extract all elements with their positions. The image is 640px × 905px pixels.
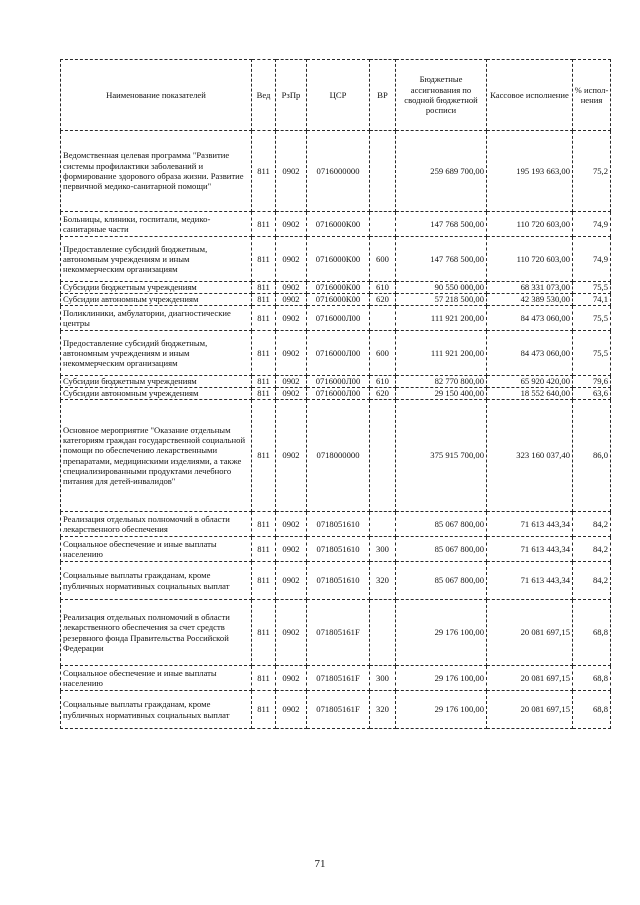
cell-csr: 0718051610 <box>307 512 370 537</box>
cell-cash: 68 331 073,00 <box>487 282 573 294</box>
cell-ved: 811 <box>252 376 276 388</box>
cell-vr: 300 <box>370 666 396 691</box>
cell-ved: 811 <box>252 562 276 600</box>
cell-cash: 42 389 530,00 <box>487 294 573 306</box>
cell-pct: 68,8 <box>573 600 611 666</box>
header-csr: ЦСР <box>307 60 370 131</box>
cell-vr: 600 <box>370 237 396 282</box>
cell-budget: 85 067 800,00 <box>396 562 487 600</box>
table-row <box>61 388 611 400</box>
cell-pct: 84,2 <box>573 562 611 600</box>
cell-rzpr: 0902 <box>276 282 307 294</box>
cell-rzpr: 0902 <box>276 400 307 512</box>
cell-pct: 68,8 <box>573 691 611 729</box>
cell-ved: 811 <box>252 537 276 562</box>
cell-budget: 82 770 800,00 <box>396 376 487 388</box>
cell-budget: 90 550 000,00 <box>396 282 487 294</box>
cell-rzpr: 0902 <box>276 131 307 212</box>
cell-csr: 0718051610 <box>307 537 370 562</box>
cell-ved: 811 <box>252 691 276 729</box>
cell-budget: 85 067 800,00 <box>396 537 487 562</box>
cell-budget: 29 150 400,00 <box>396 388 487 400</box>
cell-name: Субсидии автономным учреждениям <box>61 294 252 306</box>
cell-rzpr: 0902 <box>276 388 307 400</box>
cell-ved: 811 <box>252 306 276 331</box>
cell-rzpr: 0902 <box>276 666 307 691</box>
cell-name: Поликлиники, амбулатории, диагностические центры <box>61 306 252 331</box>
table-row <box>61 666 611 691</box>
table-row <box>61 400 611 512</box>
table-row <box>61 131 611 212</box>
cell-csr: 0716000К00 <box>307 294 370 306</box>
cell-vr <box>370 600 396 666</box>
cell-csr: 071805161F <box>307 666 370 691</box>
cell-ved: 811 <box>252 282 276 294</box>
cell-budget: 147 768 500,00 <box>396 237 487 282</box>
table-row <box>61 212 611 237</box>
cell-pct: 74,1 <box>573 294 611 306</box>
cell-vr: 300 <box>370 537 396 562</box>
cell-name: Субсидии бюджетным учреждениям <box>61 282 252 294</box>
cell-pct: 86,0 <box>573 400 611 512</box>
cell-rzpr: 0902 <box>276 691 307 729</box>
table-row <box>61 537 611 562</box>
table-header-row <box>61 60 611 131</box>
cell-vr <box>370 212 396 237</box>
cell-name: Предоставление субсидий бюджетным, автономным учреждениям и иным некоммерческим организациям <box>61 331 252 376</box>
cell-name: Социальные выплаты гражданам, кроме публичных нормативных социальных выплат <box>61 691 252 729</box>
cell-csr: 0716000К00 <box>307 237 370 282</box>
cell-pct: 75,2 <box>573 131 611 212</box>
header-vr: ВР <box>370 60 396 131</box>
table-row <box>61 691 611 729</box>
header-name: Наименование показателей <box>61 60 252 131</box>
cell-ved: 811 <box>252 331 276 376</box>
budget-execution-table <box>60 59 611 729</box>
cell-cash: 71 613 443,34 <box>487 562 573 600</box>
cell-budget: 375 915 700,00 <box>396 400 487 512</box>
cell-rzpr: 0902 <box>276 306 307 331</box>
cell-ved: 811 <box>252 400 276 512</box>
cell-csr: 071805161F <box>307 600 370 666</box>
cell-budget: 85 067 800,00 <box>396 512 487 537</box>
cell-vr <box>370 512 396 537</box>
cell-csr: 0716000Л00 <box>307 388 370 400</box>
cell-budget: 111 921 200,00 <box>396 306 487 331</box>
cell-pct: 75,5 <box>573 306 611 331</box>
header-cash: Кассовое исполнение <box>487 60 573 131</box>
cell-csr: 0718000000 <box>307 400 370 512</box>
header-rzpr: РзПр <box>276 60 307 131</box>
cell-name: Реализация отдельных полномочий в области лекарственного обеспечения за счет средств резервного фонда Правительства Российской Федерации <box>61 600 252 666</box>
cell-vr <box>370 131 396 212</box>
cell-name: Реализация отдельных полномочий в области лекарственного обеспечения <box>61 512 252 537</box>
cell-csr: 0716000К00 <box>307 282 370 294</box>
cell-name: Субсидии автономным учреждениям <box>61 388 252 400</box>
cell-csr: 0716000Л00 <box>307 376 370 388</box>
cell-cash: 65 920 420,00 <box>487 376 573 388</box>
cell-ved: 811 <box>252 512 276 537</box>
cell-rzpr: 0902 <box>276 562 307 600</box>
table-row <box>61 376 611 388</box>
cell-pct: 84,2 <box>573 537 611 562</box>
header-pct: % испол-нения <box>573 60 611 131</box>
cell-name: Субсидии бюджетным учреждениям <box>61 376 252 388</box>
page-number: 71 <box>314 858 326 870</box>
cell-ved: 811 <box>252 131 276 212</box>
table-row <box>61 512 611 537</box>
cell-ved: 811 <box>252 294 276 306</box>
cell-name: Социальное обеспечение и иные выплаты населению <box>61 537 252 562</box>
cell-budget: 29 176 100,00 <box>396 666 487 691</box>
cell-pct: 74,9 <box>573 237 611 282</box>
cell-pct: 75,5 <box>573 331 611 376</box>
cell-ved: 811 <box>252 666 276 691</box>
cell-name: Основное мероприятие "Оказание отдельным категориям граждан государственной социальной помощи по обеспечению лекарственными препаратами, медицинскими изделиями, а также специализированными продуктами лечебного питания для детей-инвалидов" <box>61 400 252 512</box>
cell-cash: 195 193 663,00 <box>487 131 573 212</box>
table-row <box>61 237 611 282</box>
cell-cash: 71 613 443,34 <box>487 512 573 537</box>
cell-name: Социальные выплаты гражданам, кроме публичных нормативных социальных выплат <box>61 562 252 600</box>
table-row <box>61 282 611 294</box>
cell-pct: 75,5 <box>573 282 611 294</box>
table-row <box>61 331 611 376</box>
cell-vr: 620 <box>370 388 396 400</box>
cell-pct: 68,8 <box>573 666 611 691</box>
cell-rzpr: 0902 <box>276 376 307 388</box>
cell-csr: 0716000000 <box>307 131 370 212</box>
cell-vr: 320 <box>370 691 396 729</box>
budget-table-sheet <box>60 59 610 729</box>
table-row <box>61 294 611 306</box>
cell-vr: 610 <box>370 282 396 294</box>
cell-budget: 29 176 100,00 <box>396 600 487 666</box>
cell-pct: 79,6 <box>573 376 611 388</box>
cell-ved: 811 <box>252 600 276 666</box>
cell-cash: 110 720 603,00 <box>487 237 573 282</box>
header-ved: Вед <box>252 60 276 131</box>
cell-ved: 811 <box>252 237 276 282</box>
cell-pct: 63,6 <box>573 388 611 400</box>
cell-budget: 259 689 700,00 <box>396 131 487 212</box>
cell-rzpr: 0902 <box>276 537 307 562</box>
cell-ved: 811 <box>252 212 276 237</box>
cell-cash: 71 613 443,34 <box>487 537 573 562</box>
cell-rzpr: 0902 <box>276 212 307 237</box>
cell-rzpr: 0902 <box>276 294 307 306</box>
table-row <box>61 306 611 331</box>
cell-vr <box>370 400 396 512</box>
cell-name: Социальное обеспечение и иные выплаты населению <box>61 666 252 691</box>
cell-budget: 147 768 500,00 <box>396 212 487 237</box>
cell-vr: 320 <box>370 562 396 600</box>
cell-csr: 0716000К00 <box>307 212 370 237</box>
table-body <box>61 131 611 729</box>
header-budget: Бюджетные ассигнования по сводной бюджетной росписи <box>396 60 487 131</box>
cell-pct: 84,2 <box>573 512 611 537</box>
cell-budget: 29 176 100,00 <box>396 691 487 729</box>
cell-budget: 111 921 200,00 <box>396 331 487 376</box>
cell-rzpr: 0902 <box>276 331 307 376</box>
cell-cash: 20 081 697,15 <box>487 600 573 666</box>
table-row <box>61 562 611 600</box>
cell-cash: 84 473 060,00 <box>487 306 573 331</box>
cell-csr: 0718051610 <box>307 562 370 600</box>
cell-csr: 071805161F <box>307 691 370 729</box>
cell-csr: 0716000Л00 <box>307 306 370 331</box>
cell-cash: 18 552 640,00 <box>487 388 573 400</box>
table-row <box>61 600 611 666</box>
cell-rzpr: 0902 <box>276 237 307 282</box>
cell-vr: 620 <box>370 294 396 306</box>
cell-pct: 74,9 <box>573 212 611 237</box>
cell-cash: 20 081 697,15 <box>487 691 573 729</box>
cell-vr: 600 <box>370 331 396 376</box>
cell-budget: 57 218 500,00 <box>396 294 487 306</box>
cell-name: Ведомственная целевая программа "Развитие системы профилактики заболеваний и формирование здорового образа жизни. Развитие первичной медико-санитарной помощи" <box>61 131 252 212</box>
cell-cash: 110 720 603,00 <box>487 212 573 237</box>
cell-cash: 84 473 060,00 <box>487 331 573 376</box>
cell-rzpr: 0902 <box>276 600 307 666</box>
cell-csr: 0716000Л00 <box>307 331 370 376</box>
cell-cash: 323 160 037,40 <box>487 400 573 512</box>
cell-name: Больницы, клиники, госпитали, медико-санитарные части <box>61 212 252 237</box>
cell-rzpr: 0902 <box>276 512 307 537</box>
cell-vr <box>370 306 396 331</box>
cell-name: Предоставление субсидий бюджетным, автономным учреждениям и иным некоммерческим организациям <box>61 237 252 282</box>
cell-vr: 610 <box>370 376 396 388</box>
cell-ved: 811 <box>252 388 276 400</box>
cell-cash: 20 081 697,15 <box>487 666 573 691</box>
